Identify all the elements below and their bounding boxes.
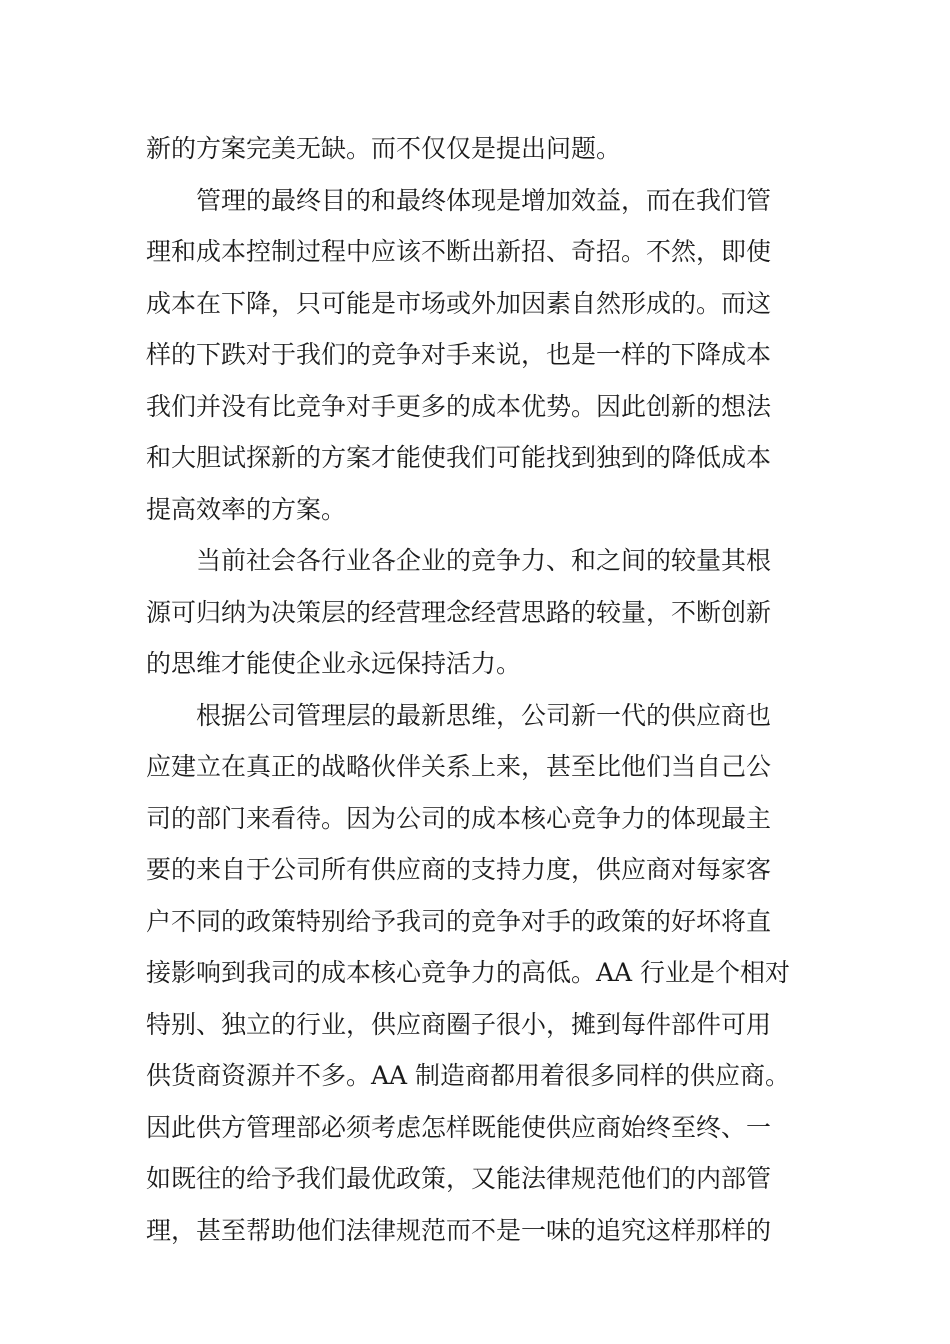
text-line: 供货商资源并不多。AA 制造商都用着很多同样的供应商。 [146, 1061, 791, 1090]
text-line: 的思维才能使企业永远保持活力。 [146, 649, 522, 678]
text-line: 和大胆试探新的方案才能使我们可能找到独到的降低成本 [146, 443, 772, 472]
text-line: 我们并没有比竞争对手更多的成本优势。因此创新的想法 [146, 391, 772, 421]
text-line: 要的来自于公司所有供应商的支持力度，供应商对每家客 [146, 855, 772, 884]
text-line: 特别、独立的行业，供应商圈子很小，摊到每件部件可用 [146, 1009, 772, 1039]
text-line: 如既往的给予我们最优政策，又能法律规范他们的内部管 [146, 1164, 772, 1193]
text-line: 源可归纳为决策层的经营理念经营思路的较量，不断创新 [146, 597, 772, 627]
text-line: 成本在下降，只可能是市场或外加因素自然形成的。而这 [146, 288, 772, 318]
text-line: 司的部门来看待。因为公司的成本核心竞争力的体现最主 [146, 803, 772, 833]
text-line: 理，甚至帮助他们法律规范而不是一味的追究这样那样的 [146, 1215, 772, 1245]
paragraph-first-line: 管理的最终目的和最终体现是增加效益，而在我们管 [196, 185, 772, 215]
text-line: 户不同的政策特别给予我司的竞争对手的政策的好坏将直 [146, 906, 772, 936]
text-line: 接影响到我司的成本核心竞争力的高低。AA 行业是个相对 [146, 958, 791, 987]
text-line: 新的方案完美无缺。而不仅仅是提出问题。 [146, 134, 622, 163]
text-line: 理和成本控制过程中应该不断出新招、奇招。不然，即使 [146, 237, 772, 266]
document-body [146, 123, 806, 1256]
paragraph-first-line: 当前社会各行业各企业的竞争力、和之间的较量其根 [196, 546, 772, 575]
text-line: 因此供方管理部必须考虑怎样既能使供应商始终至终、一 [146, 1112, 772, 1142]
text-line: 提高效率的方案。 [146, 494, 347, 524]
text-line: 应建立在真正的战略伙伴关系上来，甚至比他们当自己公 [146, 752, 772, 781]
text-line: 样的下跌对于我们的竞争对手来说，也是一样的下降成本 [146, 340, 772, 369]
paragraph-first-line: 根据公司管理层的最新思维，公司新一代的供应商也 [196, 700, 772, 730]
